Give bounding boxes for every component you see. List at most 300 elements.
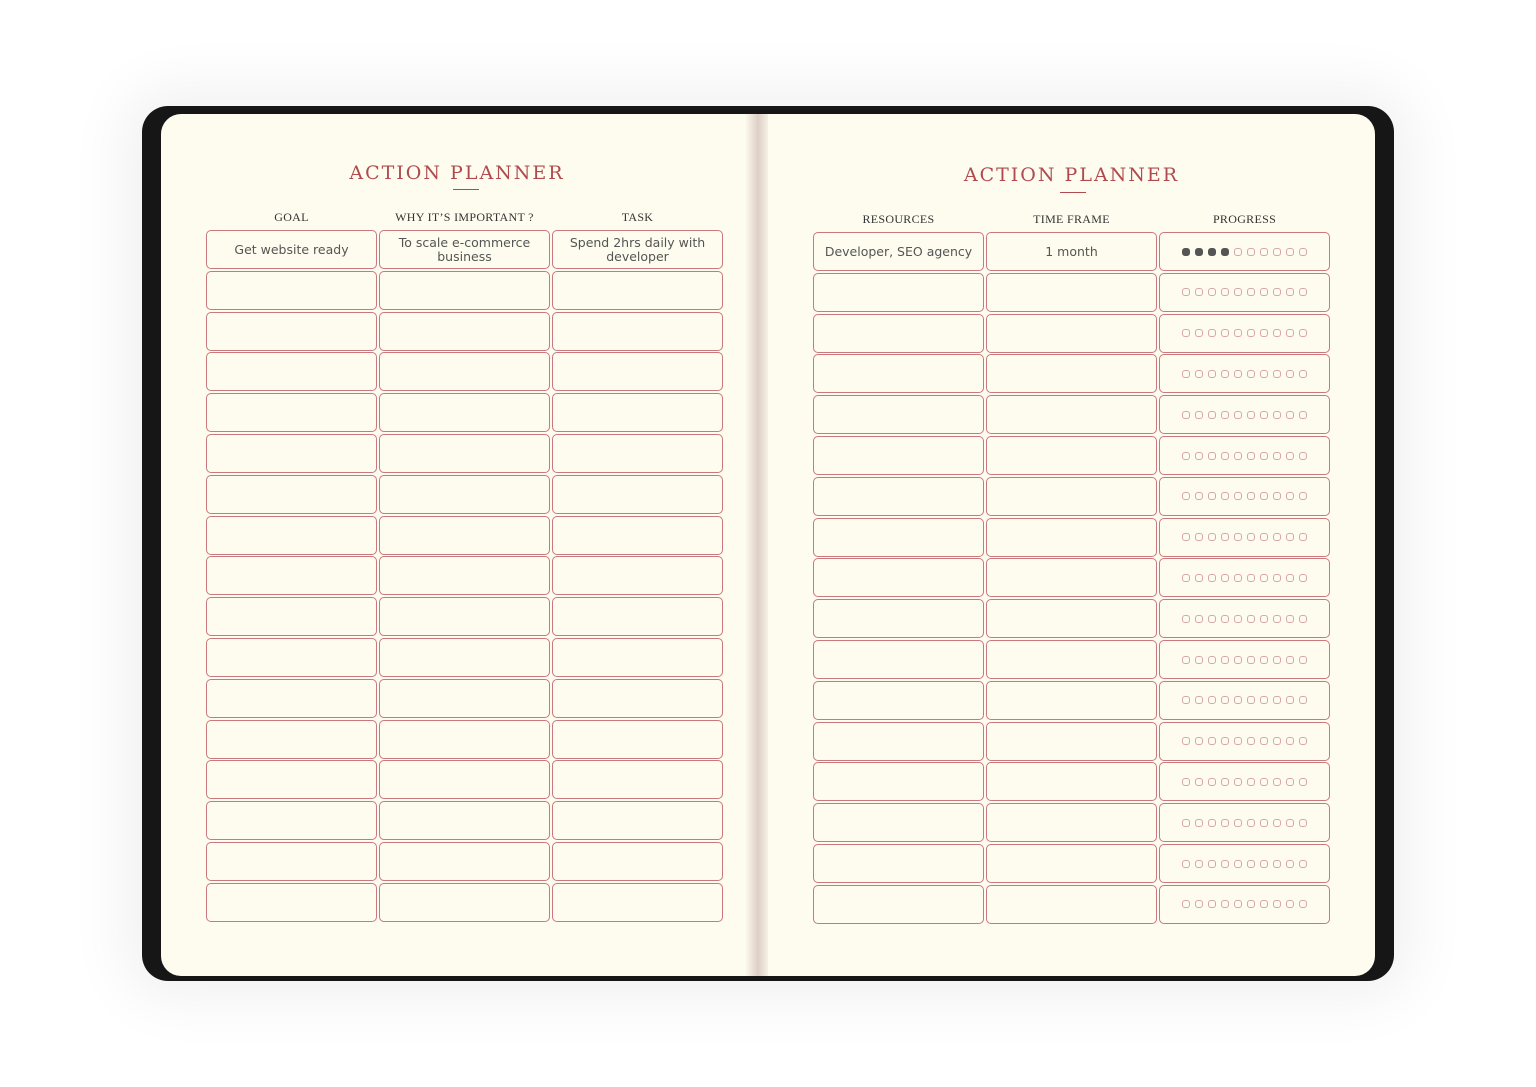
progress-dot-empty[interactable] xyxy=(1247,900,1255,908)
progress-dot-empty[interactable] xyxy=(1221,656,1229,664)
progress-dot-empty[interactable] xyxy=(1208,696,1216,704)
progress-dots xyxy=(1182,615,1307,623)
goal-cell[interactable] xyxy=(206,883,377,922)
progress-dot-empty[interactable] xyxy=(1221,615,1229,623)
progress-dot-empty[interactable] xyxy=(1234,370,1242,378)
progress-tracker[interactable] xyxy=(1159,762,1330,801)
column-header-resources: RESOURCES xyxy=(862,212,935,226)
progress-tracker[interactable] xyxy=(1159,395,1330,434)
progress-dot-empty[interactable] xyxy=(1234,696,1242,704)
progress-dot-empty[interactable] xyxy=(1286,452,1294,460)
progress-dot-empty[interactable] xyxy=(1195,737,1203,745)
progress-dot-empty[interactable] xyxy=(1286,533,1294,541)
progress-dot-empty[interactable] xyxy=(1208,452,1216,460)
progress-dot-empty[interactable] xyxy=(1260,656,1268,664)
progress-dot-empty[interactable] xyxy=(1247,860,1255,868)
progress-dot-empty[interactable] xyxy=(1234,492,1242,500)
progress-dot-empty[interactable] xyxy=(1299,411,1307,419)
progress-dots xyxy=(1182,656,1307,664)
task-cell[interactable] xyxy=(552,516,723,555)
progress-dot-empty[interactable] xyxy=(1208,819,1216,827)
time-frame-cell[interactable] xyxy=(986,477,1157,516)
progress-dot-empty[interactable] xyxy=(1195,452,1203,460)
progress-dot-filled[interactable] xyxy=(1195,248,1203,256)
progress-dot-empty[interactable] xyxy=(1195,533,1203,541)
goal-cell[interactable] xyxy=(206,801,377,840)
task-cell[interactable] xyxy=(552,312,723,351)
progress-dot-empty[interactable] xyxy=(1286,900,1294,908)
column-header-why-important: WHY IT’S IMPORTANT ? xyxy=(395,210,534,224)
progress-dot-empty[interactable] xyxy=(1286,778,1294,786)
progress-dot-empty[interactable] xyxy=(1247,329,1255,337)
progress-dot-empty[interactable] xyxy=(1182,819,1190,827)
task-cell[interactable]: Spend 2hrs daily with developer xyxy=(552,230,723,269)
time-frame-cell[interactable] xyxy=(986,273,1157,312)
time-frame-cell[interactable] xyxy=(986,762,1157,801)
progress-dot-empty[interactable] xyxy=(1234,411,1242,419)
progress-dot-empty[interactable] xyxy=(1234,533,1242,541)
resources-cell[interactable] xyxy=(813,599,984,638)
time-frame-cell[interactable] xyxy=(986,885,1157,924)
progress-dot-empty[interactable] xyxy=(1273,452,1281,460)
progress-dot-empty[interactable] xyxy=(1286,819,1294,827)
progress-dot-empty[interactable] xyxy=(1260,737,1268,745)
goal-cell[interactable] xyxy=(206,720,377,759)
why-important-cell[interactable] xyxy=(379,352,550,391)
progress-dot-empty[interactable] xyxy=(1273,860,1281,868)
why-important-cell[interactable] xyxy=(379,597,550,636)
progress-tracker[interactable] xyxy=(1159,273,1330,312)
goal-cell[interactable] xyxy=(206,556,377,595)
progress-dot-empty[interactable] xyxy=(1195,492,1203,500)
progress-dot-empty[interactable] xyxy=(1221,329,1229,337)
progress-dot-empty[interactable] xyxy=(1182,615,1190,623)
progress-dot-empty[interactable] xyxy=(1182,288,1190,296)
progress-dot-empty[interactable] xyxy=(1234,248,1242,256)
progress-dot-empty[interactable] xyxy=(1234,860,1242,868)
goal-cell[interactable] xyxy=(206,638,377,677)
right-page-title: ACTION PLANNER xyxy=(963,164,1180,186)
progress-dot-empty[interactable] xyxy=(1273,778,1281,786)
progress-dot-empty[interactable] xyxy=(1247,411,1255,419)
progress-dot-empty[interactable] xyxy=(1221,696,1229,704)
progress-dot-empty[interactable] xyxy=(1299,860,1307,868)
progress-tracker[interactable] xyxy=(1159,436,1330,475)
progress-dot-empty[interactable] xyxy=(1286,574,1294,582)
progress-dot-empty[interactable] xyxy=(1299,370,1307,378)
goal-cell[interactable] xyxy=(206,271,377,310)
goal-cell[interactable] xyxy=(206,760,377,799)
progress-dot-empty[interactable] xyxy=(1208,860,1216,868)
time-frame-cell[interactable] xyxy=(986,395,1157,434)
progress-dot-empty[interactable] xyxy=(1299,778,1307,786)
task-cell[interactable] xyxy=(552,720,723,759)
progress-dot-empty[interactable] xyxy=(1286,288,1294,296)
progress-dot-empty[interactable] xyxy=(1208,778,1216,786)
progress-dot-empty[interactable] xyxy=(1273,656,1281,664)
progress-dot-filled[interactable] xyxy=(1182,248,1190,256)
time-frame-cell[interactable] xyxy=(986,844,1157,883)
progress-dots xyxy=(1182,860,1307,868)
progress-dot-empty[interactable] xyxy=(1273,737,1281,745)
progress-dot-empty[interactable] xyxy=(1260,329,1268,337)
progress-dot-empty[interactable] xyxy=(1286,737,1294,745)
left-page xyxy=(161,114,753,976)
progress-dot-empty[interactable] xyxy=(1273,370,1281,378)
progress-dot-empty[interactable] xyxy=(1299,248,1307,256)
progress-dot-filled[interactable] xyxy=(1221,248,1229,256)
progress-dot-empty[interactable] xyxy=(1195,370,1203,378)
progress-dot-empty[interactable] xyxy=(1247,492,1255,500)
progress-tracker[interactable] xyxy=(1159,599,1330,638)
progress-dot-empty[interactable] xyxy=(1299,737,1307,745)
progress-dot-empty[interactable] xyxy=(1299,696,1307,704)
task-cell[interactable] xyxy=(552,679,723,718)
time-frame-cell[interactable] xyxy=(986,599,1157,638)
resources-cell[interactable] xyxy=(813,558,984,597)
progress-dot-empty[interactable] xyxy=(1221,778,1229,786)
progress-dot-empty[interactable] xyxy=(1208,615,1216,623)
progress-dot-empty[interactable] xyxy=(1247,819,1255,827)
progress-dot-empty[interactable] xyxy=(1221,288,1229,296)
goal-cell[interactable] xyxy=(206,393,377,432)
resources-cell[interactable] xyxy=(813,273,984,312)
task-cell[interactable] xyxy=(552,352,723,391)
why-important-cell[interactable] xyxy=(379,475,550,514)
progress-dots xyxy=(1182,329,1307,337)
progress-dot-empty[interactable] xyxy=(1286,860,1294,868)
progress-dot-empty[interactable] xyxy=(1273,492,1281,500)
progress-dot-empty[interactable] xyxy=(1299,615,1307,623)
time-frame-cell[interactable] xyxy=(986,681,1157,720)
progress-dot-empty[interactable] xyxy=(1182,533,1190,541)
task-cell[interactable] xyxy=(552,842,723,881)
progress-dots xyxy=(1182,452,1307,460)
progress-dot-empty[interactable] xyxy=(1208,900,1216,908)
progress-dot-empty[interactable] xyxy=(1273,819,1281,827)
progress-dot-empty[interactable] xyxy=(1195,696,1203,704)
progress-dot-empty[interactable] xyxy=(1260,778,1268,786)
goal-cell[interactable] xyxy=(206,352,377,391)
progress-dot-empty[interactable] xyxy=(1182,329,1190,337)
time-frame-cell[interactable]: 1 month xyxy=(986,232,1157,271)
task-cell[interactable] xyxy=(552,801,723,840)
right-page xyxy=(768,114,1375,976)
time-frame-cell[interactable] xyxy=(986,722,1157,761)
resources-cell[interactable] xyxy=(813,681,984,720)
resources-cell[interactable]: Developer, SEO agency xyxy=(813,232,984,271)
progress-dot-empty[interactable] xyxy=(1247,574,1255,582)
progress-tracker[interactable] xyxy=(1159,477,1330,516)
progress-dot-empty[interactable] xyxy=(1234,452,1242,460)
progress-dot-empty[interactable] xyxy=(1182,737,1190,745)
time-frame-cell[interactable] xyxy=(986,803,1157,842)
progress-dot-empty[interactable] xyxy=(1234,900,1242,908)
progress-tracker[interactable] xyxy=(1159,354,1330,393)
why-important-cell[interactable] xyxy=(379,556,550,595)
progress-tracker[interactable] xyxy=(1159,722,1330,761)
resources-cell[interactable] xyxy=(813,436,984,475)
progress-dots xyxy=(1182,737,1307,745)
progress-dot-empty[interactable] xyxy=(1247,737,1255,745)
resources-cell[interactable] xyxy=(813,762,984,801)
progress-dot-empty[interactable] xyxy=(1260,696,1268,704)
progress-dot-empty[interactable] xyxy=(1299,288,1307,296)
progress-dot-empty[interactable] xyxy=(1273,533,1281,541)
left-title-underline xyxy=(453,189,479,190)
progress-dot-empty[interactable] xyxy=(1247,288,1255,296)
progress-dot-empty[interactable] xyxy=(1260,819,1268,827)
progress-dot-empty[interactable] xyxy=(1260,288,1268,296)
progress-dot-empty[interactable] xyxy=(1273,248,1281,256)
resources-cell[interactable] xyxy=(813,354,984,393)
progress-dot-empty[interactable] xyxy=(1182,696,1190,704)
progress-tracker[interactable] xyxy=(1159,885,1330,924)
progress-dots xyxy=(1182,533,1307,541)
progress-dot-empty[interactable] xyxy=(1273,288,1281,296)
progress-dot-filled[interactable] xyxy=(1208,248,1216,256)
progress-dot-empty[interactable] xyxy=(1286,492,1294,500)
progress-dot-empty[interactable] xyxy=(1221,737,1229,745)
progress-dot-empty[interactable] xyxy=(1247,248,1255,256)
progress-tracker[interactable] xyxy=(1159,803,1330,842)
why-important-cell[interactable] xyxy=(379,720,550,759)
progress-dot-empty[interactable] xyxy=(1208,574,1216,582)
progress-dot-empty[interactable] xyxy=(1221,574,1229,582)
progress-dot-empty[interactable] xyxy=(1195,411,1203,419)
progress-tracker[interactable] xyxy=(1159,518,1330,557)
progress-dot-empty[interactable] xyxy=(1195,288,1203,296)
progress-tracker[interactable] xyxy=(1159,640,1330,679)
progress-dot-empty[interactable] xyxy=(1273,574,1281,582)
why-important-cell[interactable] xyxy=(379,393,550,432)
progress-dot-empty[interactable] xyxy=(1273,411,1281,419)
progress-dots xyxy=(1182,696,1307,704)
right-title-underline xyxy=(1060,192,1086,193)
task-cell[interactable] xyxy=(552,760,723,799)
resources-cell[interactable] xyxy=(813,640,984,679)
progress-dot-empty[interactable] xyxy=(1221,370,1229,378)
resources-cell[interactable] xyxy=(813,844,984,883)
goal-cell[interactable]: Get website ready xyxy=(206,230,377,269)
progress-dot-empty[interactable] xyxy=(1273,329,1281,337)
progress-dot-empty[interactable] xyxy=(1195,329,1203,337)
progress-dot-empty[interactable] xyxy=(1247,615,1255,623)
progress-dot-empty[interactable] xyxy=(1247,696,1255,704)
progress-dot-empty[interactable] xyxy=(1221,492,1229,500)
progress-dot-empty[interactable] xyxy=(1182,778,1190,786)
resources-cell[interactable] xyxy=(813,722,984,761)
progress-dots xyxy=(1182,248,1307,256)
progress-dot-empty[interactable] xyxy=(1260,248,1268,256)
progress-dot-empty[interactable] xyxy=(1234,329,1242,337)
progress-dot-empty[interactable] xyxy=(1221,452,1229,460)
progress-dot-empty[interactable] xyxy=(1182,492,1190,500)
progress-dot-empty[interactable] xyxy=(1195,900,1203,908)
why-important-cell[interactable] xyxy=(379,842,550,881)
goal-cell[interactable] xyxy=(206,312,377,351)
task-cell[interactable] xyxy=(552,434,723,473)
progress-dot-empty[interactable] xyxy=(1234,737,1242,745)
why-important-cell[interactable] xyxy=(379,638,550,677)
time-frame-cell[interactable] xyxy=(986,518,1157,557)
goal-cell[interactable] xyxy=(206,475,377,514)
progress-dot-empty[interactable] xyxy=(1299,574,1307,582)
progress-dot-empty[interactable] xyxy=(1182,860,1190,868)
progress-dot-empty[interactable] xyxy=(1221,900,1229,908)
progress-dot-empty[interactable] xyxy=(1195,860,1203,868)
progress-dot-empty[interactable] xyxy=(1273,900,1281,908)
column-header-time-frame: TIME FRAME xyxy=(1033,212,1110,226)
progress-dot-empty[interactable] xyxy=(1195,656,1203,664)
progress-dot-empty[interactable] xyxy=(1260,615,1268,623)
progress-dot-empty[interactable] xyxy=(1221,860,1229,868)
progress-dot-empty[interactable] xyxy=(1247,452,1255,460)
progress-dot-empty[interactable] xyxy=(1299,656,1307,664)
progress-dot-empty[interactable] xyxy=(1299,492,1307,500)
why-important-cell[interactable] xyxy=(379,679,550,718)
progress-dot-empty[interactable] xyxy=(1195,819,1203,827)
progress-dot-empty[interactable] xyxy=(1247,778,1255,786)
progress-dots xyxy=(1182,370,1307,378)
progress-dot-empty[interactable] xyxy=(1182,574,1190,582)
progress-dot-empty[interactable] xyxy=(1286,248,1294,256)
progress-dot-empty[interactable] xyxy=(1208,411,1216,419)
why-important-cell[interactable] xyxy=(379,801,550,840)
task-cell[interactable] xyxy=(552,638,723,677)
column-header-goal: GOAL xyxy=(274,210,309,224)
why-important-cell[interactable] xyxy=(379,760,550,799)
task-cell[interactable] xyxy=(552,597,723,636)
progress-dot-empty[interactable] xyxy=(1234,615,1242,623)
progress-dot-empty[interactable] xyxy=(1208,656,1216,664)
progress-dot-empty[interactable] xyxy=(1247,370,1255,378)
progress-dot-empty[interactable] xyxy=(1182,370,1190,378)
progress-dot-empty[interactable] xyxy=(1195,574,1203,582)
progress-dot-empty[interactable] xyxy=(1299,452,1307,460)
progress-dot-empty[interactable] xyxy=(1299,329,1307,337)
task-cell[interactable] xyxy=(552,883,723,922)
why-important-cell[interactable] xyxy=(379,516,550,555)
progress-dot-empty[interactable] xyxy=(1260,900,1268,908)
progress-dots xyxy=(1182,819,1307,827)
time-frame-cell[interactable] xyxy=(986,354,1157,393)
left-page-title: ACTION PLANNER xyxy=(349,162,565,184)
progress-dots xyxy=(1182,574,1307,582)
why-important-cell[interactable] xyxy=(379,883,550,922)
progress-dot-empty[interactable] xyxy=(1299,819,1307,827)
progress-dot-empty[interactable] xyxy=(1208,370,1216,378)
progress-dot-empty[interactable] xyxy=(1260,860,1268,868)
progress-dot-empty[interactable] xyxy=(1299,900,1307,908)
progress-dot-empty[interactable] xyxy=(1260,574,1268,582)
why-important-cell[interactable] xyxy=(379,434,550,473)
goal-cell[interactable] xyxy=(206,842,377,881)
progress-dot-empty[interactable] xyxy=(1286,329,1294,337)
progress-dot-empty[interactable] xyxy=(1221,533,1229,541)
task-cell[interactable] xyxy=(552,556,723,595)
resources-cell[interactable] xyxy=(813,803,984,842)
goal-cell[interactable] xyxy=(206,434,377,473)
progress-tracker[interactable] xyxy=(1159,232,1330,271)
task-cell[interactable] xyxy=(552,271,723,310)
progress-dot-empty[interactable] xyxy=(1260,452,1268,460)
time-frame-cell[interactable] xyxy=(986,314,1157,353)
progress-dot-empty[interactable] xyxy=(1234,819,1242,827)
progress-dot-empty[interactable] xyxy=(1260,370,1268,378)
resources-cell[interactable] xyxy=(813,395,984,434)
progress-dot-empty[interactable] xyxy=(1182,411,1190,419)
progress-dot-empty[interactable] xyxy=(1208,288,1216,296)
progress-dot-empty[interactable] xyxy=(1182,900,1190,908)
resources-cell[interactable] xyxy=(813,477,984,516)
progress-dot-empty[interactable] xyxy=(1195,778,1203,786)
time-frame-cell[interactable] xyxy=(986,558,1157,597)
progress-dot-empty[interactable] xyxy=(1234,778,1242,786)
goal-cell[interactable] xyxy=(206,597,377,636)
progress-tracker[interactable] xyxy=(1159,558,1330,597)
progress-dot-empty[interactable] xyxy=(1208,492,1216,500)
progress-dot-empty[interactable] xyxy=(1286,370,1294,378)
goal-cell[interactable] xyxy=(206,679,377,718)
progress-dot-empty[interactable] xyxy=(1221,819,1229,827)
progress-tracker[interactable] xyxy=(1159,844,1330,883)
progress-dot-empty[interactable] xyxy=(1247,656,1255,664)
progress-dot-empty[interactable] xyxy=(1234,656,1242,664)
column-header-progress: PROGRESS xyxy=(1212,212,1277,226)
time-frame-cell[interactable] xyxy=(986,436,1157,475)
progress-dot-empty[interactable] xyxy=(1299,533,1307,541)
progress-dot-empty[interactable] xyxy=(1208,533,1216,541)
progress-dot-empty[interactable] xyxy=(1247,533,1255,541)
progress-dot-empty[interactable] xyxy=(1221,411,1229,419)
resources-cell[interactable] xyxy=(813,518,984,557)
why-important-cell[interactable] xyxy=(379,271,550,310)
progress-dot-empty[interactable] xyxy=(1286,411,1294,419)
progress-dot-empty[interactable] xyxy=(1234,288,1242,296)
progress-dot-empty[interactable] xyxy=(1260,492,1268,500)
progress-dot-empty[interactable] xyxy=(1273,615,1281,623)
time-frame-cell[interactable] xyxy=(986,640,1157,679)
why-important-cell[interactable] xyxy=(379,312,550,351)
progress-dot-empty[interactable] xyxy=(1286,615,1294,623)
why-important-cell[interactable]: To scale e-commerce business xyxy=(379,230,550,269)
resources-cell[interactable] xyxy=(813,314,984,353)
progress-tracker[interactable] xyxy=(1159,681,1330,720)
progress-dot-empty[interactable] xyxy=(1273,696,1281,704)
column-header-task: TASK xyxy=(621,210,654,224)
progress-dot-empty[interactable] xyxy=(1234,574,1242,582)
resources-cell[interactable] xyxy=(813,885,984,924)
progress-dots xyxy=(1182,411,1307,419)
progress-dots xyxy=(1182,288,1307,296)
progress-dot-empty[interactable] xyxy=(1286,696,1294,704)
progress-dot-empty[interactable] xyxy=(1195,615,1203,623)
task-cell[interactable] xyxy=(552,475,723,514)
progress-dots xyxy=(1182,900,1307,908)
task-cell[interactable] xyxy=(552,393,723,432)
progress-dot-empty[interactable] xyxy=(1208,329,1216,337)
progress-tracker[interactable] xyxy=(1159,314,1330,353)
progress-dot-empty[interactable] xyxy=(1182,656,1190,664)
goal-cell[interactable] xyxy=(206,516,377,555)
progress-dot-empty[interactable] xyxy=(1208,737,1216,745)
progress-dot-empty[interactable] xyxy=(1260,533,1268,541)
progress-dot-empty[interactable] xyxy=(1182,452,1190,460)
progress-dots xyxy=(1182,778,1307,786)
progress-dot-empty[interactable] xyxy=(1286,656,1294,664)
progress-dot-empty[interactable] xyxy=(1260,411,1268,419)
